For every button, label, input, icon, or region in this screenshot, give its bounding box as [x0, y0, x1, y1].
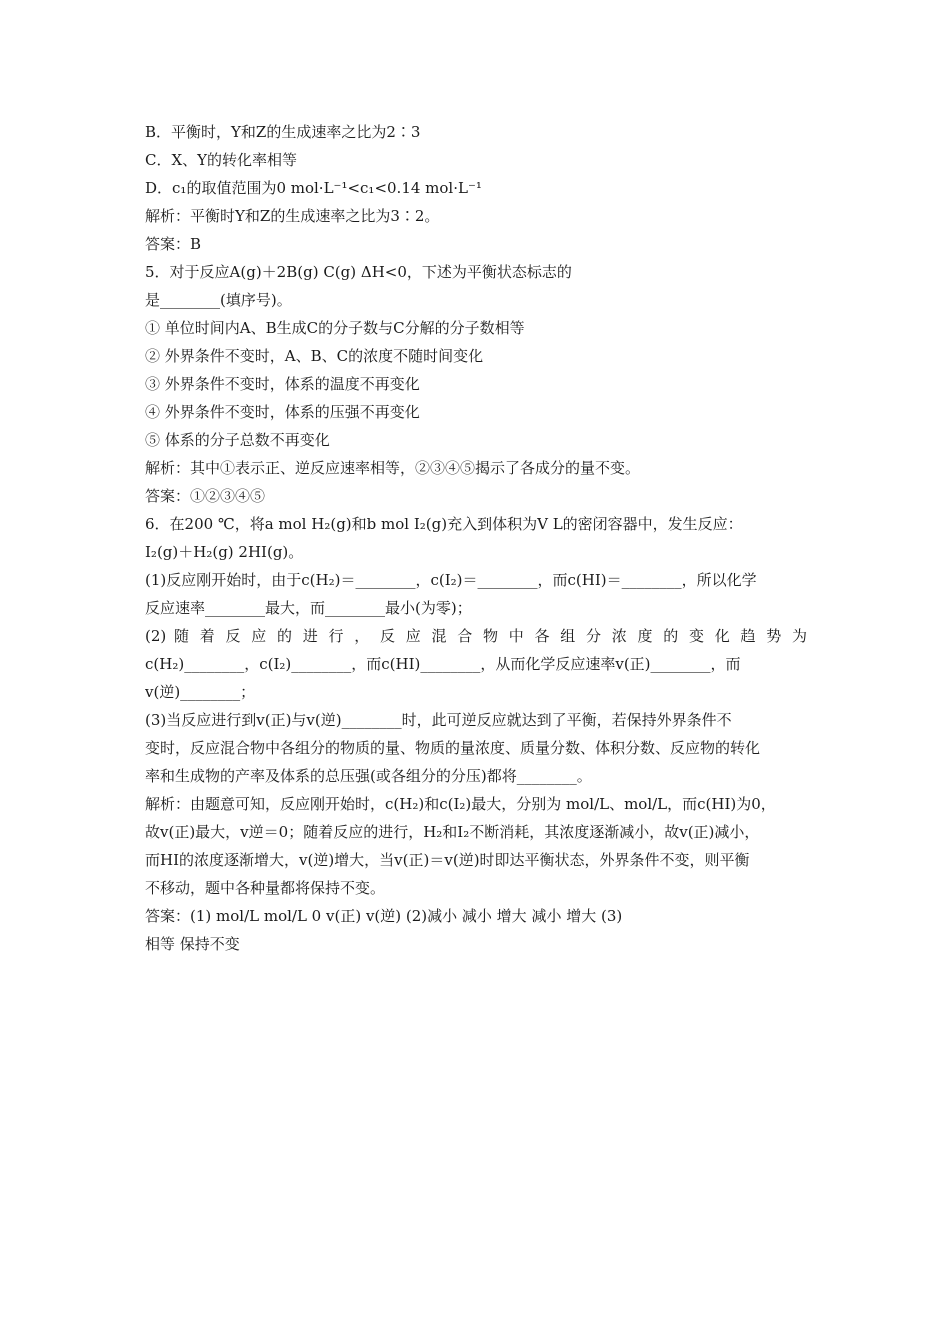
option-c: C．X、Y的转化率相等 — [145, 151, 298, 169]
answer-6: 答案：(1) mol/L mol/L 0 v(正) v(逆) (2)减小 减小 增大 减小 增大 (3) — [145, 907, 623, 925]
question-5-stem-cont: 是________(填序号)。 — [145, 291, 292, 309]
option-d: D．c₁的取值范围为0 mol·L⁻¹<c₁<0.14 mol·L⁻¹ — [145, 179, 482, 197]
question-5-stem: 5．对于反应A(g)＋2B(g) C(g) ΔH<0，下述为平衡状态标志的 — [145, 263, 572, 281]
analysis-6-cont-2: 而HI的浓度逐渐增大，v(逆)增大，当v(正)＝v(逆)时即达平衡状态，外界条件不变，则平衡 — [145, 851, 750, 869]
option-b: B．平衡时，Y和Z的生成速率之比为2∶3 — [145, 123, 421, 141]
answer-5: 答案：①②③④⑤ — [145, 487, 266, 505]
q5-item-2: ② 外界条件不变时，A、B、C的浓度不随时间变化 — [145, 347, 484, 365]
analysis-5: 解析：其中①表示正、逆反应速率相等，②③④⑤揭示了各成分的量不变。 — [145, 459, 641, 477]
analysis-4: 解析：平衡时Y和Z的生成速率之比为3∶2。 — [145, 207, 440, 225]
analysis-6: 解析：由题意可知，反应刚开始时，c(H₂)和c(I₂)最大，分别为 mol/L、mol/L，而c(HI)为0， — [145, 795, 776, 813]
q6-part-2-cont: c(H₂)________，c(I₂)________，而c(HI)________，从而化学反应速率v(正)________，而 — [145, 655, 741, 673]
q6-part-1: (1)反应刚开始时，由于c(H₂)＝________，c(I₂)＝________，而c(HI)＝________，所以化学 — [145, 571, 757, 589]
answer-4: 答案：B — [145, 235, 202, 253]
q5-item-5: ⑤ 体系的分子总数不再变化 — [145, 431, 330, 449]
q5-item-1: ① 单位时间内A、B生成C的分子数与C分解的分子数相等 — [145, 319, 525, 337]
q6-part-3: (3)当反应进行到v(正)与v(逆)________时，此可逆反应就达到了平衡，若保持外界条件不 — [145, 711, 732, 729]
answer-6-cont: 相等 保持不变 — [145, 935, 240, 953]
q6-part-3-cont: 变时，反应混合物中各组分的物质的量、物质的量浓度、质量分数、体积分数、反应物的转化 — [145, 739, 761, 757]
analysis-6-end: 不移动，题中各种量都将保持不变。 — [145, 879, 386, 897]
q6-part-1-cont: 反应速率________最大，而________最小(为零)； — [145, 599, 472, 617]
question-6-equation: I₂(g)＋H₂(g) 2HI(g)。 — [145, 543, 304, 561]
q6-part-2-end: v(逆)________； — [145, 683, 256, 701]
q6-part-3-end: 率和生成物的产率及体系的总压强(或各组分的分压)都将________。 — [145, 767, 592, 785]
q6-part-2: (2) 随 着 反 应 的 进 行 ， 反 应 混 合 物 中 各 组 分 浓 度 的 变 化 趋 势 为 — [145, 627, 807, 645]
q5-item-4: ④ 外界条件不变时，体系的压强不再变化 — [145, 403, 420, 421]
question-6-stem: 6．在200 ℃，将a mol H₂(g)和b mol I₂(g)充入到体积为V L的密闭容器中，发生反应： — [145, 515, 743, 533]
analysis-6-cont-1: 故v(正)最大，v逆＝0；随着反应的进行，H₂和I₂不断消耗，其浓度逐渐减小，故v(正)减小， — [145, 823, 760, 841]
q5-item-3: ③ 外界条件不变时，体系的温度不再变化 — [145, 375, 420, 393]
